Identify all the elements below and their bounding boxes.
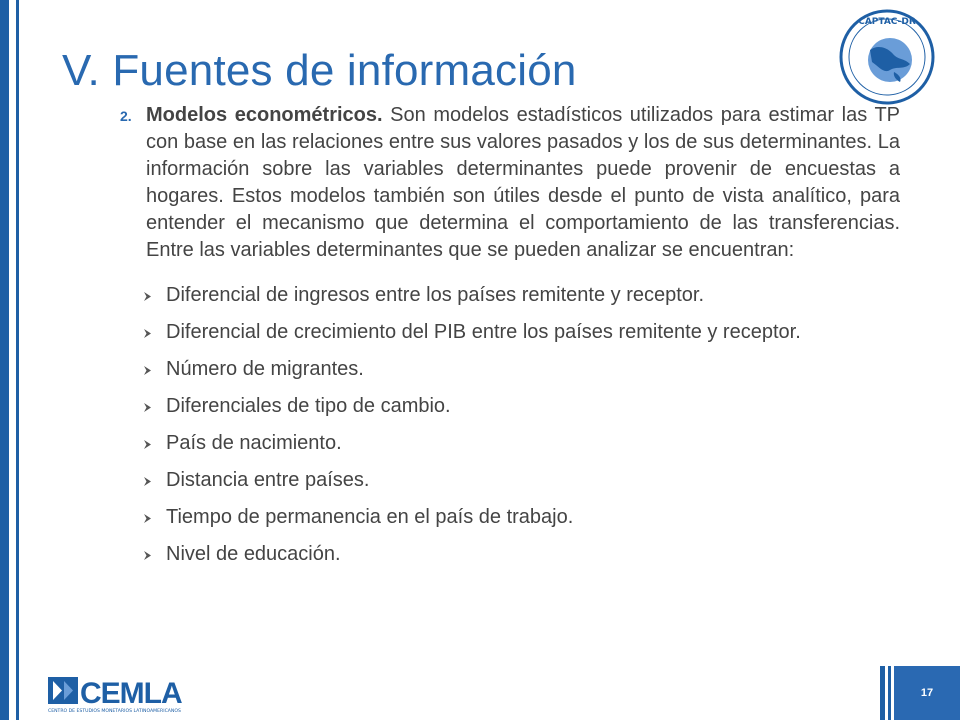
list-item: Diferencial de ingresos entre los países remitente y receptor.	[120, 282, 900, 309]
numbered-point	[120, 102, 900, 264]
slide-title: V. Fuentes de información	[62, 46, 577, 95]
list-item: Tiempo de permanencia en el país de trabajo.	[120, 504, 900, 531]
arrow-bullet-icon	[142, 328, 153, 339]
arrow-bullet-icon	[142, 291, 153, 302]
arrow-bullet-icon	[142, 365, 153, 376]
left-accent-line	[16, 0, 19, 720]
point-lead: Modelos econométricos.	[146, 104, 383, 126]
arrow-bullet-icon	[142, 439, 153, 450]
list-item: Distancia entre países.	[120, 467, 900, 494]
arrow-bullet-icon	[142, 550, 153, 561]
list-item: Diferenciales de tipo de cambio.	[120, 393, 900, 420]
point-text: Son modelos estadísticos utilizados para estimar las TP con base en las relaciones entre sus valores pasados y los de sus determinantes. La información sobre las variables determinantes puede provenir de encuestas a hogares. Estos modelos también son útiles desde el punto de vista analítico, para entender el mecanismo que determina el comportamiento de las transferencias. Entre las variables determinantes que se pueden analizar se encuentran:	[146, 104, 900, 261]
slide-content	[120, 102, 900, 578]
determinants-list	[120, 282, 900, 568]
footer-accent-bar	[880, 666, 885, 720]
cemla-logo	[48, 676, 198, 714]
svg-text:CENTRO DE ESTUDIOS MONETARIOS: CENTRO DE ESTUDIOS MONETARIOS LATINOAMERICANOS	[48, 709, 181, 714]
list-item: Nivel de educación.	[120, 541, 900, 568]
left-accent-bar	[0, 0, 9, 720]
list-item: Número de migrantes.	[120, 356, 900, 383]
footer-accent-line	[888, 666, 891, 720]
arrow-bullet-icon	[142, 476, 153, 487]
svg-text:CAPTAC-DR: CAPTAC-DR	[858, 17, 916, 27]
svg-text:CEMLA: CEMLA	[80, 677, 182, 710]
page-number: 17	[894, 666, 960, 720]
list-item: País de nacimiento.	[120, 430, 900, 457]
point-number: 2.	[120, 108, 132, 124]
arrow-bullet-icon	[142, 513, 153, 524]
list-item: Diferencial de crecimiento del PIB entre los países remitente y receptor.	[120, 319, 900, 346]
captac-logo	[838, 8, 936, 106]
arrow-bullet-icon	[142, 402, 153, 413]
